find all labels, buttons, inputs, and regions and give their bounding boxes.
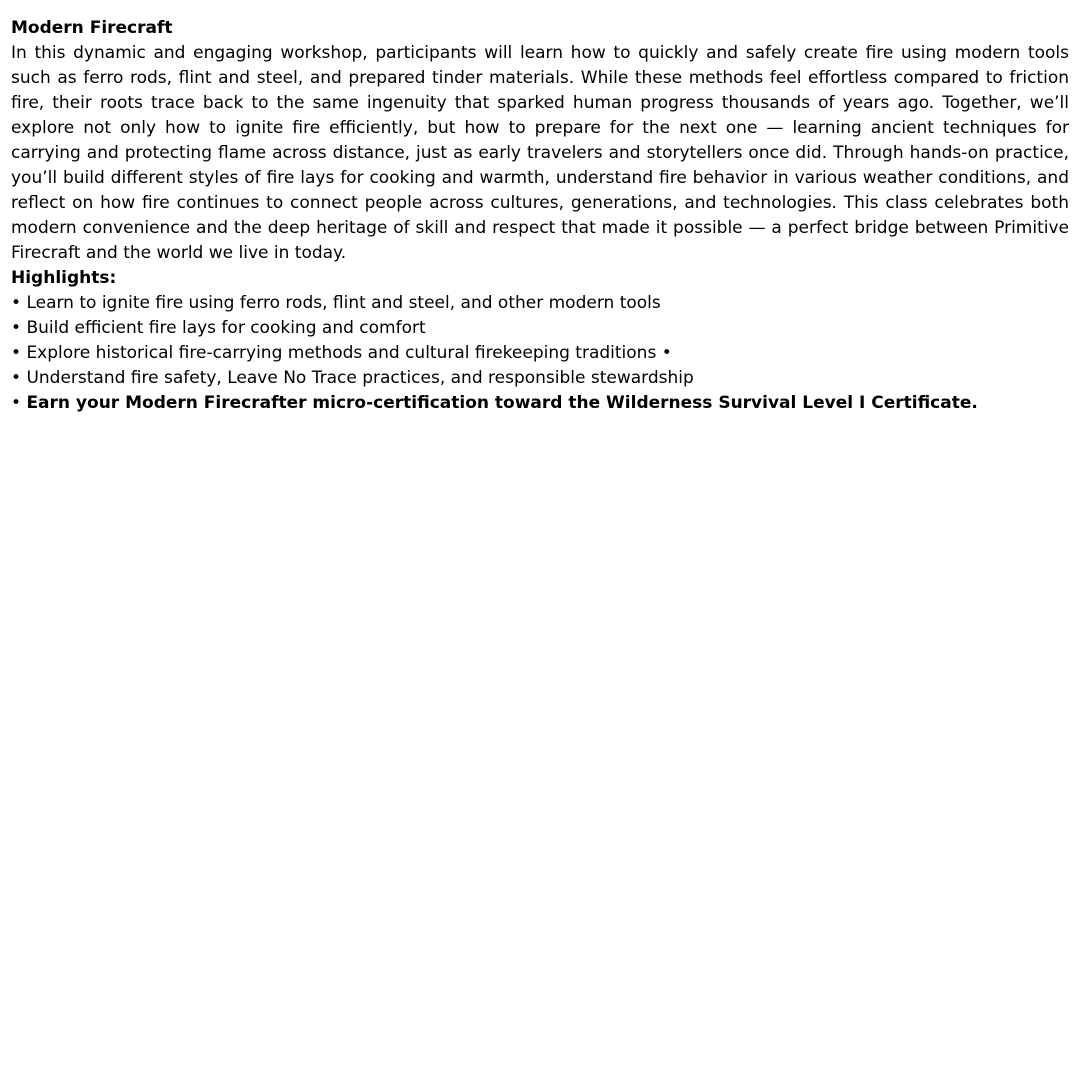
workshop-description: In this dynamic and engaging workshop, participants will learn how to quickly and safely create fire using modern tools such as ferro rods, flint and steel, and prepared tinder materials. While these methods feel effortless compared to friction fire, their roots trace back to the same ingenuity that sparked human progress thousands of years ago. Together, we’ll explore not only how to ignite fire efficiently, but how to prepare for the next one — learning ancient techniques for carrying and protecting flame across distance, just as early travelers and storytellers once did. Through hands-on practice, you’ll build different styles of fire lays for cooking and warmth, understand fire behavior in various weather conditions, and reflect on how fire continues to connect people across cultures, generations, and technologies. This class celebrates both modern convenience and the deep heritage of skill and respect that made it possible — a perfect bridge between Primitive Firecraft and the world we live in today. — [11, 43, 1069, 263]
highlight-text: Explore historical fire-carrying methods and cultural firekeeping traditions • — [26, 343, 672, 363]
bullet-icon: • — [11, 393, 22, 413]
highlight-item — [11, 316, 1069, 341]
highlights-heading: Highlights: — [11, 268, 117, 288]
highlight-text: Build efficient fire lays for cooking and comfort — [26, 318, 426, 338]
highlight-item — [11, 341, 1069, 366]
highlight-text: Learn to ignite fire using ferro rods, flint and steel, and other modern tools — [26, 293, 661, 313]
highlight-item-certification — [11, 391, 1069, 416]
highlight-item — [11, 366, 1069, 391]
highlight-text: Earn your Modern Firecrafter micro-certification toward the Wilderness Survival Level I Certificate. — [26, 393, 978, 413]
bullet-icon: • — [11, 293, 22, 313]
highlight-text: Understand fire safety, Leave No Trace practices, and responsible stewardship — [26, 368, 694, 388]
highlights-list — [11, 291, 1069, 416]
highlight-item — [11, 291, 1069, 316]
document-title: Modern Firecraft — [11, 18, 173, 38]
bullet-icon: • — [11, 343, 22, 363]
bullet-icon: • — [11, 368, 22, 388]
bullet-icon: • — [11, 318, 22, 338]
